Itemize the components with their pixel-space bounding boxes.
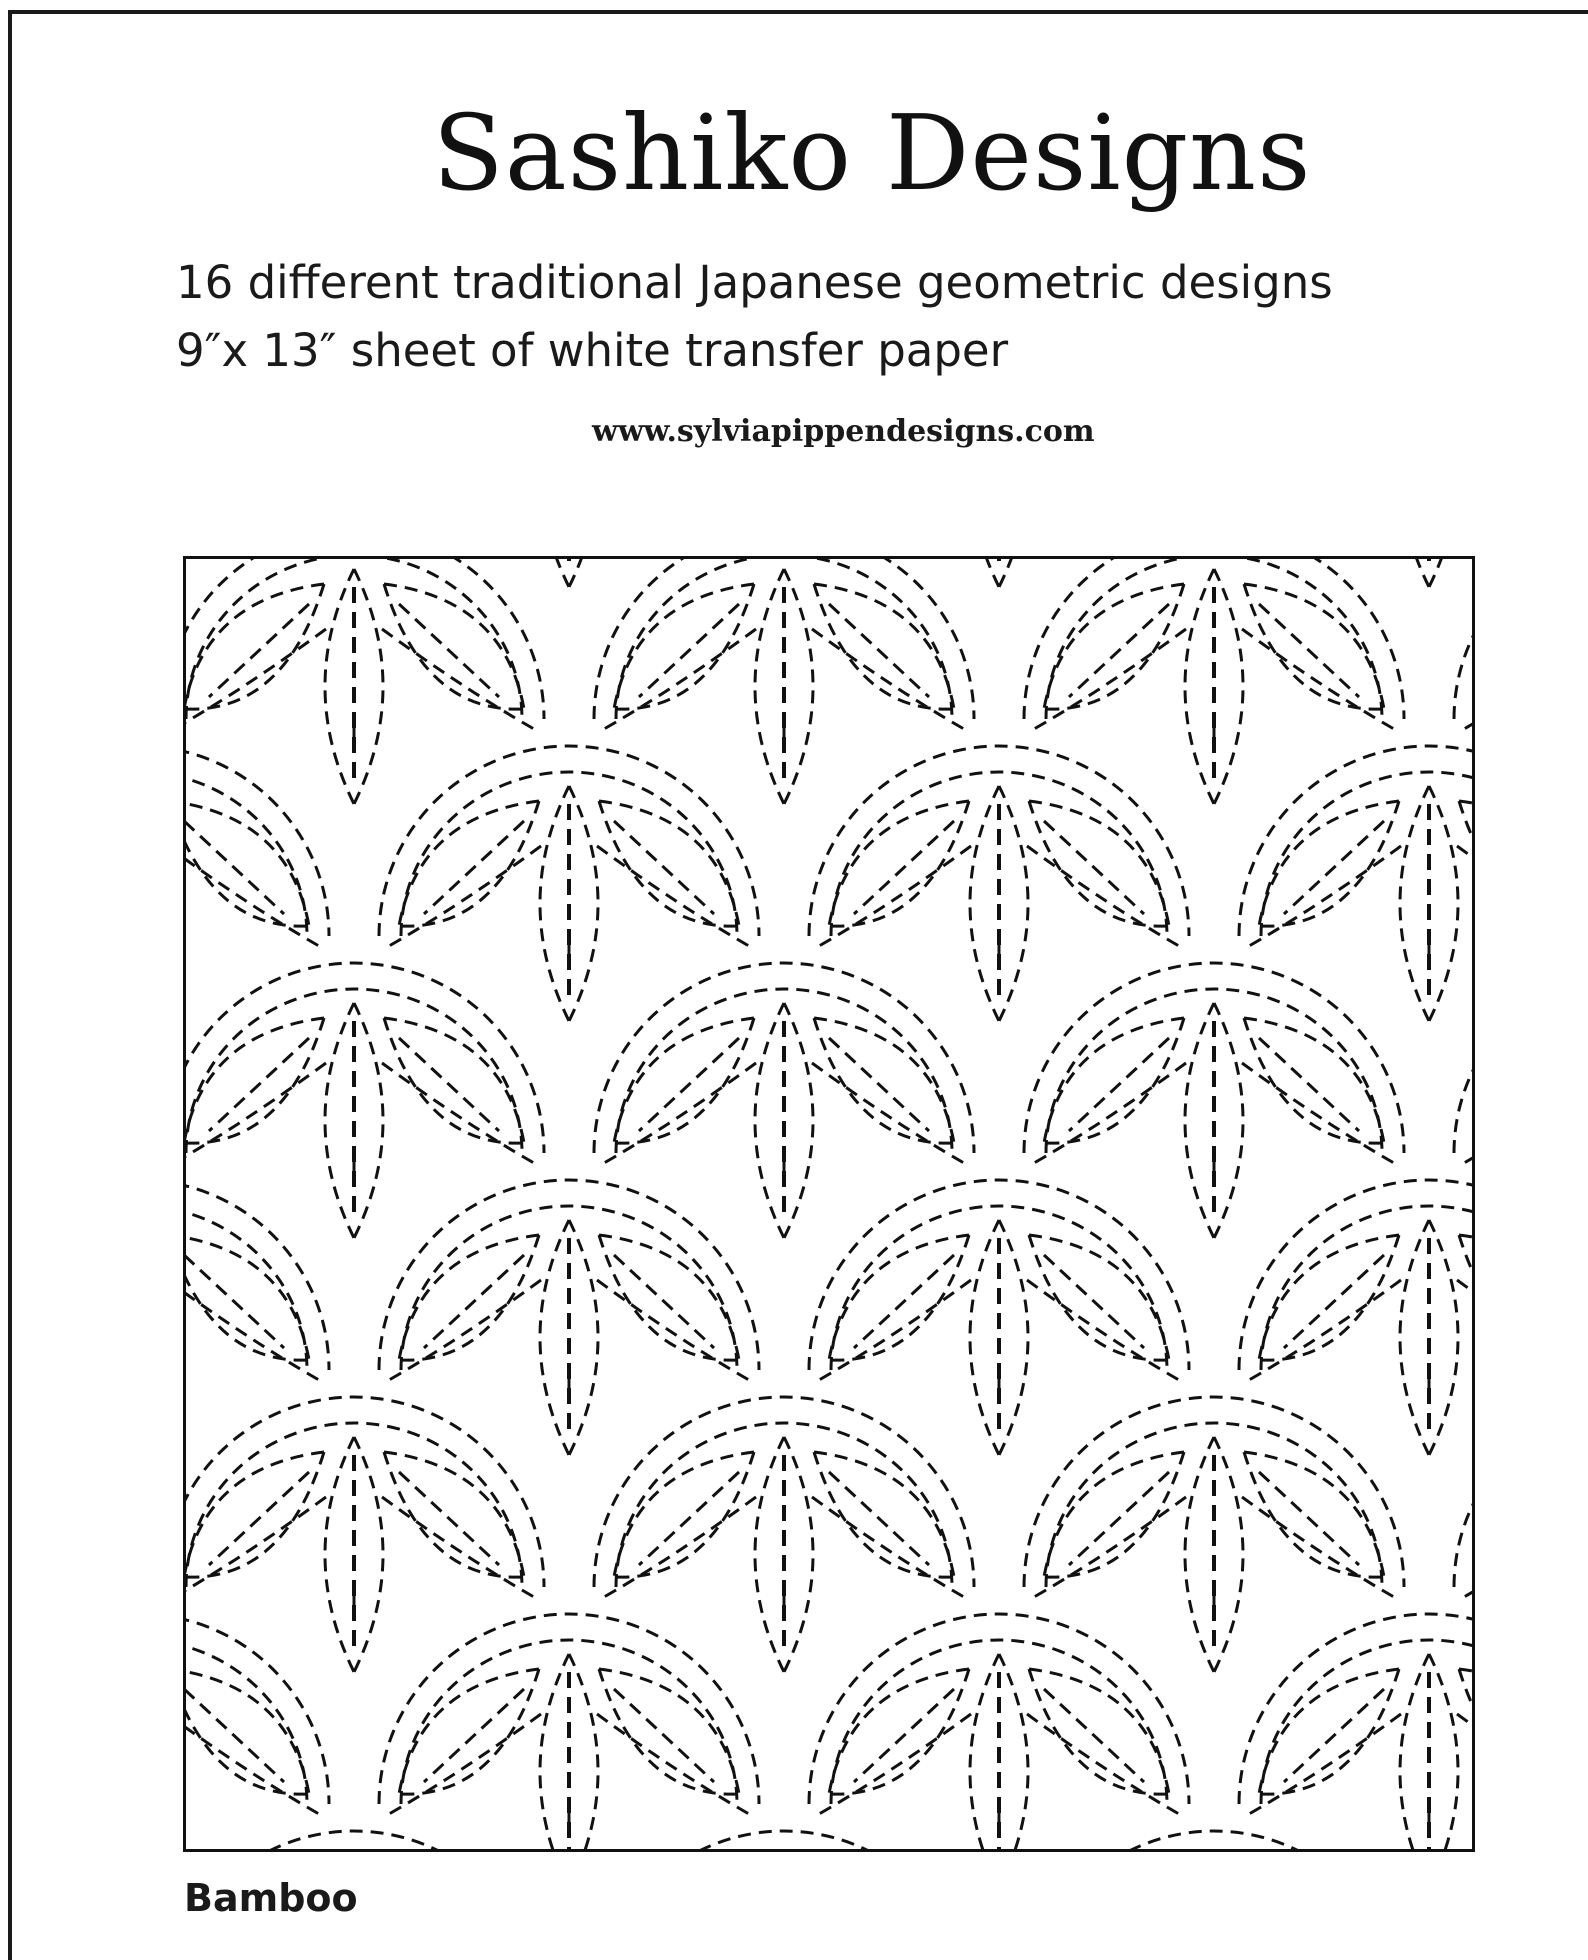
bamboo-motif — [379, 559, 759, 587]
bamboo-motif — [186, 1831, 544, 1849]
bamboo-motif — [1239, 1180, 1472, 1455]
bamboo-motif — [809, 1614, 1189, 1849]
bamboo-motif — [379, 746, 759, 1021]
bamboo-motif — [809, 746, 1189, 1021]
bamboo-motif — [1024, 559, 1404, 804]
product-sheet — [8, 10, 1588, 1960]
bamboo-motif — [379, 1614, 759, 1849]
bamboo-motif — [186, 559, 544, 804]
bamboo-motif — [594, 1831, 974, 1849]
bamboo-motif — [809, 559, 1189, 587]
website-link[interactable]: www.sylviapippendesigns.com — [592, 414, 1095, 449]
bamboo-pattern-panel — [183, 556, 1475, 1852]
bamboo-motif — [1454, 1397, 1472, 1672]
bamboo-motif — [1454, 963, 1472, 1238]
description-line-2: 9″x 13″ sheet of white transfer paper — [176, 324, 1009, 377]
description-line-1: 16 different traditional Japanese geometric designs — [176, 256, 1333, 309]
pattern-caption: Bamboo — [184, 1876, 358, 1920]
bamboo-motif — [1239, 559, 1472, 587]
bamboo-motif — [186, 1180, 329, 1455]
bamboo-motif — [594, 1397, 974, 1672]
bamboo-motif — [1024, 963, 1404, 1238]
bamboo-motif — [379, 1180, 759, 1455]
bamboo-motif — [186, 746, 329, 1021]
bamboo-motif — [186, 559, 329, 587]
page-title: Sashiko Designs — [432, 92, 1312, 214]
bamboo-motif — [1239, 746, 1472, 1021]
bamboo-motif — [1024, 1397, 1404, 1672]
bamboo-motif — [809, 1180, 1189, 1455]
bamboo-motif — [186, 1614, 329, 1849]
bamboo-motif — [1239, 1614, 1472, 1849]
bamboo-motif — [1024, 1831, 1404, 1849]
bamboo-motif — [1454, 1831, 1472, 1849]
bamboo-stitch-pattern — [186, 559, 1472, 1849]
bamboo-motif — [594, 963, 974, 1238]
bamboo-motif — [594, 559, 974, 804]
bamboo-motif — [1454, 559, 1472, 804]
